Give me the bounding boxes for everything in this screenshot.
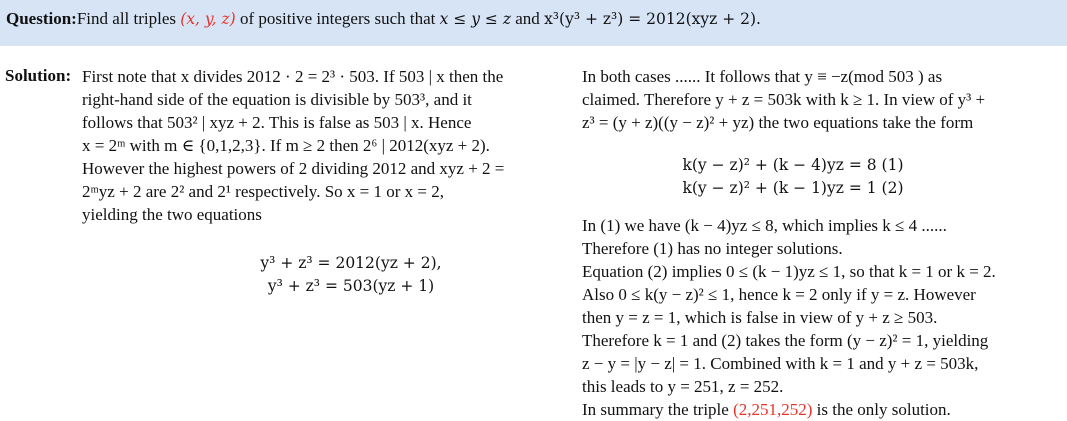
col1-line: right-hand side of the equation is divisible by 503³, and it (82, 90, 472, 109)
summary-text-after: is the only solution. (812, 400, 951, 419)
question-bar (0, 0, 1067, 46)
col2-line: Therefore k = 1 and (2) takes the form (y − z)² = 1, yielding (582, 331, 989, 350)
col2-equation: k(y − z)² + (k − 4)yz = 8 (1) (682, 156, 904, 174)
col1-line: follows that 503² | xyz + 2. This is false as 503 | x. Hence (82, 113, 472, 132)
question-text-and: and (511, 9, 545, 28)
col1-equation: y³ + z³ = 503(yz + 1) (267, 277, 435, 295)
summary-text-before: In summary the triple (582, 400, 734, 419)
col2-equation: k(y − z)² + (k − 1)yz = 1 (2) (682, 179, 904, 197)
question-label: Question: (6, 9, 77, 28)
col2-line: Also 0 ≤ k(y − z)² ≤ 1, hence k = 2 only if y = z. However (582, 285, 976, 304)
question-equation: x³(y³ + z³) = 2012(xyz + 2). (544, 10, 761, 28)
col1-line: First note that x divides 2012 · 2 = 2³ · 503. If 503 | x then the (82, 67, 504, 86)
col2-line: In (1) we have (k − 4)yz ≤ 8, which implies k ≤ 4 ...... (582, 216, 947, 235)
question-text-before: Find all triples (76, 9, 181, 28)
summary-line (582, 398, 1064, 421)
col2-line: z³ = (y + z)((y − z)² + yz) the two equations take the form (582, 113, 974, 132)
col2-line: then y = z = 1, which is false in view of y + z ≥ 503. (582, 308, 938, 327)
summary-triple: (2,251,252) (733, 400, 813, 419)
solution-column-left (82, 65, 572, 298)
col1-line: yielding the two equations (82, 205, 262, 224)
question-triple: (x, y, z) (180, 10, 236, 28)
col2-line: z − y = |y − z| = 1. Combined with k = 1 and y + z = 503k, (582, 354, 979, 373)
col1-equation: y³ + z³ = 2012(yz + 2), (260, 254, 442, 272)
col2-line: claimed. Therefore y + z = 503k with k ≥ 1. In view of y³ + (582, 90, 986, 109)
solution-label: Solution: (5, 66, 72, 85)
col1-line: However the highest powers of 2 dividing 2012 and xyz + 2 = (82, 159, 505, 178)
solution-column-right (582, 65, 1064, 421)
question-inequality: x ≤ y ≤ z (439, 10, 512, 28)
question-text-mid: of positive integers such that (235, 9, 440, 28)
col1-line: 2ᵐyz + 2 are 2² and 2¹ respectively. So x = 1 or x = 2, (82, 182, 444, 201)
spacer (582, 200, 1064, 214)
col1-equation-block (130, 252, 572, 298)
col1-line: x = 2ᵐ with m ∈ {0,1,2,3}. If m ≥ 2 then 2⁶ | 2012(xyz + 2). (82, 136, 490, 155)
col2-line: In both cases ...... It follows that y ≡ −z(mod 503 ) as (582, 67, 943, 86)
col2-line: this leads to y = 251, z = 252. (582, 377, 784, 396)
col2-line: Therefore (1) has no integer solutions. (582, 239, 843, 258)
col2-line: Equation (2) implies 0 ≤ (k − 1)yz ≤ 1, so that k = 1 or k = 2. (582, 262, 996, 281)
col2-equation-block (582, 154, 1004, 200)
